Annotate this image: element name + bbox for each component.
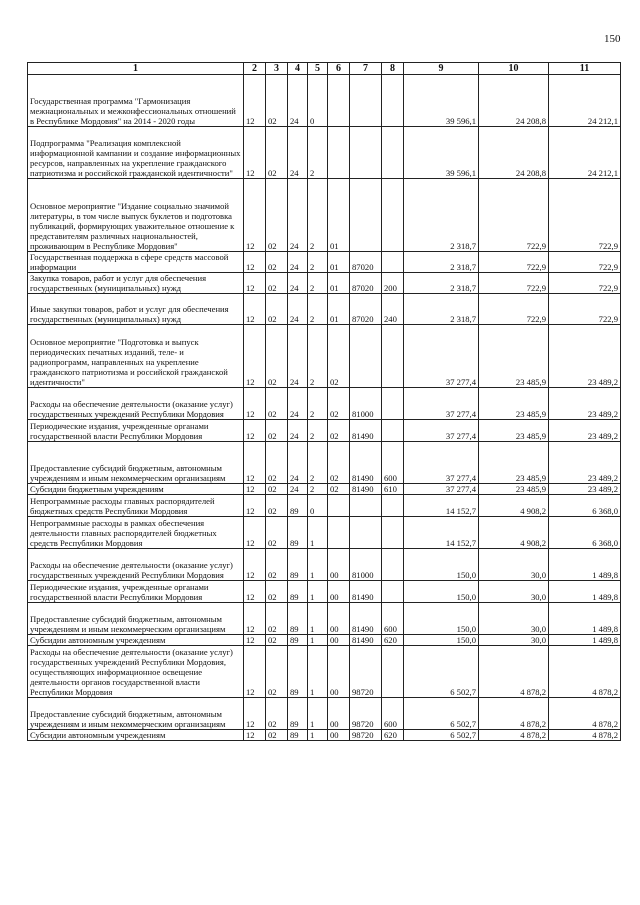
code-cell: 81490 <box>350 635 382 646</box>
row-name-cell: Расходы на обеспечение деятельности (оказание услуг) государственных учреждений Республики Мордовия <box>28 388 244 420</box>
code-cell: 02 <box>266 273 288 294</box>
code-cell: 02 <box>266 294 288 325</box>
code-cell: 02 <box>266 75 288 127</box>
row-name-cell: Непрограммные расходы в рамках обеспечения деятельности главных распорядителей бюджетных средств Республики Мордовия <box>28 517 244 549</box>
amount-cell: 23 489,2 <box>549 388 621 420</box>
amount-cell: 150,0 <box>404 581 479 603</box>
code-cell: 81490 <box>350 442 382 484</box>
code-cell: 02 <box>328 325 350 388</box>
row-name-cell: Субсидии бюджетным учреждениям <box>28 484 244 495</box>
code-cell: 02 <box>328 484 350 495</box>
code-cell: 89 <box>288 495 308 517</box>
code-cell: 01 <box>328 273 350 294</box>
amount-cell: 30,0 <box>479 549 549 581</box>
code-cell: 12 <box>244 75 266 127</box>
amount-cell: 30,0 <box>479 603 549 635</box>
column-header: 2 <box>244 63 266 75</box>
code-cell: 00 <box>328 549 350 581</box>
code-cell: 00 <box>328 603 350 635</box>
amount-cell: 2 318,7 <box>404 252 479 273</box>
amount-cell: 1 489,8 <box>549 635 621 646</box>
code-cell: 600 <box>382 442 404 484</box>
row-name-cell: Государственная программа "Гармонизация межнациональных и межконфессиональных отношений в Республике Мордовия" на 2014 - 2020 годы <box>28 75 244 127</box>
code-cell: 12 <box>244 698 266 730</box>
code-cell: 00 <box>328 698 350 730</box>
table-row <box>28 325 621 388</box>
amount-cell: 722,9 <box>549 273 621 294</box>
code-cell: 12 <box>244 484 266 495</box>
code-cell: 02 <box>266 495 288 517</box>
table-row <box>28 549 621 581</box>
code-cell: 02 <box>266 635 288 646</box>
code-cell: 12 <box>244 635 266 646</box>
amount-cell: 39 596,1 <box>404 75 479 127</box>
code-cell: 24 <box>288 179 308 252</box>
code-cell: 01 <box>328 294 350 325</box>
row-name-cell: Предоставление субсидий бюджетным, автономным учреждениям и иным некоммерческим организациям <box>28 603 244 635</box>
code-cell <box>350 517 382 549</box>
code-cell <box>382 549 404 581</box>
amount-cell: 23 489,2 <box>549 442 621 484</box>
row-name-cell: Основное мероприятие "Издание социально значимой литературы, в том числе выпуск буклетов и подготовка публикаций, формирующих уважительное отношение к представителям различных национальностей, проживающим в Республике Мордовия" <box>28 179 244 252</box>
code-cell <box>382 517 404 549</box>
code-cell: 12 <box>244 603 266 635</box>
table-row <box>28 75 621 127</box>
code-cell: 12 <box>244 179 266 252</box>
column-header: 9 <box>404 63 479 75</box>
row-name-cell: Расходы на обеспечение деятельности (оказание услуг) государственных учреждений Республики Мордовия, осуществляющих информационное освещение деятельности органов государственной власти Республики Мордовия <box>28 646 244 698</box>
code-cell: 00 <box>328 635 350 646</box>
code-cell <box>382 495 404 517</box>
amount-cell: 4 878,2 <box>479 698 549 730</box>
code-cell <box>350 127 382 179</box>
row-name-cell: Подпрограмма "Реализация комплексной информационной кампании и создание информационных ресурсов, направленных на укрепление гражданского патриотизма и российской гражданской идентичности" <box>28 127 244 179</box>
amount-cell: 14 152,7 <box>404 517 479 549</box>
code-cell: 12 <box>244 730 266 741</box>
amount-cell: 4 878,2 <box>479 730 549 741</box>
code-cell: 12 <box>244 495 266 517</box>
row-name-cell: Расходы на обеспечение деятельности (оказание услуг) государственных учреждений Республики Мордовия <box>28 549 244 581</box>
code-cell: 12 <box>244 388 266 420</box>
code-cell: 24 <box>288 127 308 179</box>
code-cell: 02 <box>266 442 288 484</box>
amount-cell: 4 878,2 <box>549 698 621 730</box>
row-name-cell: Непрограммные расходы главных распорядителей бюджетных средств Республики Мордовия <box>28 495 244 517</box>
code-cell: 89 <box>288 646 308 698</box>
code-cell: 02 <box>266 646 288 698</box>
code-cell: 89 <box>288 603 308 635</box>
code-cell: 240 <box>382 294 404 325</box>
amount-cell: 24 208,8 <box>479 127 549 179</box>
table-row <box>28 698 621 730</box>
amount-cell: 1 489,8 <box>549 549 621 581</box>
code-cell: 12 <box>244 127 266 179</box>
amount-cell: 6 502,7 <box>404 698 479 730</box>
code-cell <box>328 127 350 179</box>
code-cell: 12 <box>244 294 266 325</box>
amount-cell: 150,0 <box>404 603 479 635</box>
amount-cell: 722,9 <box>479 252 549 273</box>
amount-cell: 4 878,2 <box>549 730 621 741</box>
amount-cell: 1 489,8 <box>549 581 621 603</box>
code-cell: 24 <box>288 420 308 442</box>
amount-cell: 4 878,2 <box>549 646 621 698</box>
row-name-cell: Предоставление субсидий бюджетным, автономным учреждениям и иным некоммерческим организациям <box>28 442 244 484</box>
code-cell: 98720 <box>350 730 382 741</box>
code-cell: 2 <box>308 325 328 388</box>
amount-cell: 14 152,7 <box>404 495 479 517</box>
code-cell: 89 <box>288 730 308 741</box>
code-cell: 1 <box>308 549 328 581</box>
code-cell <box>382 75 404 127</box>
page-number: 150 <box>604 33 621 45</box>
amount-cell: 722,9 <box>479 294 549 325</box>
code-cell: 02 <box>266 179 288 252</box>
column-header: 6 <box>328 63 350 75</box>
code-cell: 12 <box>244 420 266 442</box>
code-cell: 02 <box>266 603 288 635</box>
column-header: 8 <box>382 63 404 75</box>
column-header: 11 <box>549 63 621 75</box>
table-row <box>28 442 621 484</box>
code-cell: 2 <box>308 420 328 442</box>
code-cell: 02 <box>328 420 350 442</box>
table-row <box>28 273 621 294</box>
code-cell: 2 <box>308 294 328 325</box>
amount-cell: 722,9 <box>549 252 621 273</box>
code-cell: 12 <box>244 442 266 484</box>
code-cell: 0 <box>308 495 328 517</box>
code-cell: 1 <box>308 603 328 635</box>
code-cell <box>382 581 404 603</box>
code-cell: 24 <box>288 388 308 420</box>
amount-cell: 23 485,9 <box>479 388 549 420</box>
code-cell: 1 <box>308 646 328 698</box>
code-cell <box>350 179 382 252</box>
code-cell: 2 <box>308 127 328 179</box>
amount-cell: 37 277,4 <box>404 325 479 388</box>
code-cell: 12 <box>244 252 266 273</box>
amount-cell: 37 277,4 <box>404 388 479 420</box>
row-name-cell: Периодические издания, учрежденные органами государственной власти Республики Мордовия <box>28 420 244 442</box>
code-cell: 12 <box>244 646 266 698</box>
amount-cell: 6 368,0 <box>549 495 621 517</box>
code-cell: 2 <box>308 273 328 294</box>
code-cell: 98720 <box>350 698 382 730</box>
column-header: 7 <box>350 63 382 75</box>
amount-cell: 722,9 <box>479 273 549 294</box>
amount-cell: 24 212,1 <box>549 75 621 127</box>
table-row <box>28 517 621 549</box>
code-cell: 01 <box>328 179 350 252</box>
code-cell: 2 <box>308 388 328 420</box>
code-cell: 81490 <box>350 484 382 495</box>
code-cell <box>382 325 404 388</box>
code-cell: 12 <box>244 549 266 581</box>
code-cell: 02 <box>266 127 288 179</box>
code-cell: 81000 <box>350 549 382 581</box>
table-row <box>28 484 621 495</box>
code-cell: 02 <box>266 388 288 420</box>
code-cell: 24 <box>288 252 308 273</box>
code-cell <box>382 420 404 442</box>
table-row <box>28 730 621 741</box>
code-cell: 0 <box>308 75 328 127</box>
code-cell: 1 <box>308 517 328 549</box>
code-cell: 1 <box>308 581 328 603</box>
amount-cell: 722,9 <box>549 294 621 325</box>
row-name-cell: Субсидии автономным учреждениям <box>28 730 244 741</box>
amount-cell: 23 485,9 <box>479 442 549 484</box>
amount-cell: 1 489,8 <box>549 603 621 635</box>
code-cell: 2 <box>308 252 328 273</box>
amount-cell: 37 277,4 <box>404 484 479 495</box>
amount-cell: 23 485,9 <box>479 325 549 388</box>
column-header: 5 <box>308 63 328 75</box>
amount-cell: 6 368,0 <box>549 517 621 549</box>
amount-cell: 4 908,2 <box>479 517 549 549</box>
row-name-cell: Основное мероприятие "Подготовка и выпуск периодических печатных изданий, теле- и радиопрограмм, направленных на укрепление гражданского патриотизма и российской гражданской идентичности" <box>28 325 244 388</box>
amount-cell: 37 277,4 <box>404 420 479 442</box>
table-row <box>28 252 621 273</box>
row-name-cell: Государственная поддержка в сфере средств массовой информации <box>28 252 244 273</box>
amount-cell: 2 318,7 <box>404 294 479 325</box>
code-cell: 87020 <box>350 294 382 325</box>
column-header: 1 <box>28 63 244 75</box>
amount-cell: 24 212,1 <box>549 127 621 179</box>
amount-cell: 23 489,2 <box>549 325 621 388</box>
column-header: 4 <box>288 63 308 75</box>
column-header: 10 <box>479 63 549 75</box>
code-cell: 02 <box>328 388 350 420</box>
amount-cell: 722,9 <box>549 179 621 252</box>
code-cell <box>382 646 404 698</box>
code-cell: 200 <box>382 273 404 294</box>
code-cell: 81490 <box>350 581 382 603</box>
code-cell <box>382 179 404 252</box>
code-cell: 98720 <box>350 646 382 698</box>
code-cell: 81490 <box>350 603 382 635</box>
code-cell: 87020 <box>350 273 382 294</box>
code-cell: 81000 <box>350 388 382 420</box>
table-row <box>28 495 621 517</box>
code-cell <box>350 75 382 127</box>
amount-cell: 2 318,7 <box>404 179 479 252</box>
amount-cell: 6 502,7 <box>404 730 479 741</box>
code-cell: 89 <box>288 517 308 549</box>
row-name-cell: Закупка товаров, работ и услуг для обеспечения государственных (муниципальных) нужд <box>28 273 244 294</box>
code-cell: 24 <box>288 325 308 388</box>
table-row <box>28 294 621 325</box>
code-cell: 02 <box>266 325 288 388</box>
code-cell: 89 <box>288 698 308 730</box>
column-header: 3 <box>266 63 288 75</box>
code-cell: 620 <box>382 635 404 646</box>
code-cell: 600 <box>382 698 404 730</box>
code-cell <box>382 127 404 179</box>
code-cell: 12 <box>244 581 266 603</box>
code-cell <box>382 252 404 273</box>
table-row <box>28 388 621 420</box>
code-cell: 1 <box>308 730 328 741</box>
code-cell: 12 <box>244 273 266 294</box>
table-row <box>28 646 621 698</box>
code-cell: 02 <box>266 549 288 581</box>
code-cell: 2 <box>308 442 328 484</box>
table-row <box>28 179 621 252</box>
code-cell: 24 <box>288 273 308 294</box>
code-cell <box>328 517 350 549</box>
code-cell: 24 <box>288 484 308 495</box>
amount-cell: 150,0 <box>404 635 479 646</box>
amount-cell: 23 489,2 <box>549 420 621 442</box>
row-name-cell: Субсидии автономным учреждениям <box>28 635 244 646</box>
code-cell: 2 <box>308 179 328 252</box>
code-cell: 02 <box>328 442 350 484</box>
table-row <box>28 603 621 635</box>
table-header-row <box>28 63 621 75</box>
code-cell: 1 <box>308 635 328 646</box>
budget-table <box>27 62 621 741</box>
amount-cell: 722,9 <box>479 179 549 252</box>
amount-cell: 37 277,4 <box>404 442 479 484</box>
code-cell: 87020 <box>350 252 382 273</box>
amount-cell: 4 878,2 <box>479 646 549 698</box>
amount-cell: 23 485,9 <box>479 484 549 495</box>
amount-cell: 6 502,7 <box>404 646 479 698</box>
code-cell: 2 <box>308 484 328 495</box>
code-cell: 12 <box>244 325 266 388</box>
amount-cell: 39 596,1 <box>404 127 479 179</box>
amount-cell: 23 489,2 <box>549 484 621 495</box>
code-cell: 89 <box>288 581 308 603</box>
table-row <box>28 420 621 442</box>
code-cell: 620 <box>382 730 404 741</box>
amount-cell: 24 208,8 <box>479 75 549 127</box>
row-name-cell: Предоставление субсидий бюджетным, автономным учреждениям и иным некоммерческим организациям <box>28 698 244 730</box>
code-cell: 24 <box>288 294 308 325</box>
code-cell: 1 <box>308 698 328 730</box>
table-row <box>28 581 621 603</box>
code-cell: 610 <box>382 484 404 495</box>
code-cell: 600 <box>382 603 404 635</box>
code-cell: 02 <box>266 730 288 741</box>
code-cell: 81490 <box>350 420 382 442</box>
code-cell: 12 <box>244 517 266 549</box>
table-row <box>28 127 621 179</box>
amount-cell: 23 485,9 <box>479 420 549 442</box>
code-cell: 00 <box>328 646 350 698</box>
amount-cell: 2 318,7 <box>404 273 479 294</box>
code-cell: 02 <box>266 581 288 603</box>
code-cell <box>382 388 404 420</box>
code-cell: 01 <box>328 252 350 273</box>
code-cell: 02 <box>266 420 288 442</box>
code-cell: 02 <box>266 517 288 549</box>
code-cell <box>328 495 350 517</box>
amount-cell: 150,0 <box>404 549 479 581</box>
code-cell: 24 <box>288 442 308 484</box>
amount-cell: 30,0 <box>479 581 549 603</box>
code-cell: 02 <box>266 698 288 730</box>
code-cell <box>328 75 350 127</box>
code-cell <box>350 325 382 388</box>
row-name-cell: Иные закупки товаров, работ и услуг для обеспечения государственных (муниципальных) нужд <box>28 294 244 325</box>
code-cell: 02 <box>266 484 288 495</box>
amount-cell: 4 908,2 <box>479 495 549 517</box>
code-cell: 02 <box>266 252 288 273</box>
code-cell: 00 <box>328 730 350 741</box>
row-name-cell: Периодические издания, учрежденные органами государственной власти Республики Мордовия <box>28 581 244 603</box>
amount-cell: 30,0 <box>479 635 549 646</box>
code-cell <box>350 495 382 517</box>
code-cell: 24 <box>288 75 308 127</box>
code-cell: 89 <box>288 635 308 646</box>
code-cell: 89 <box>288 549 308 581</box>
code-cell: 00 <box>328 581 350 603</box>
table-row <box>28 635 621 646</box>
